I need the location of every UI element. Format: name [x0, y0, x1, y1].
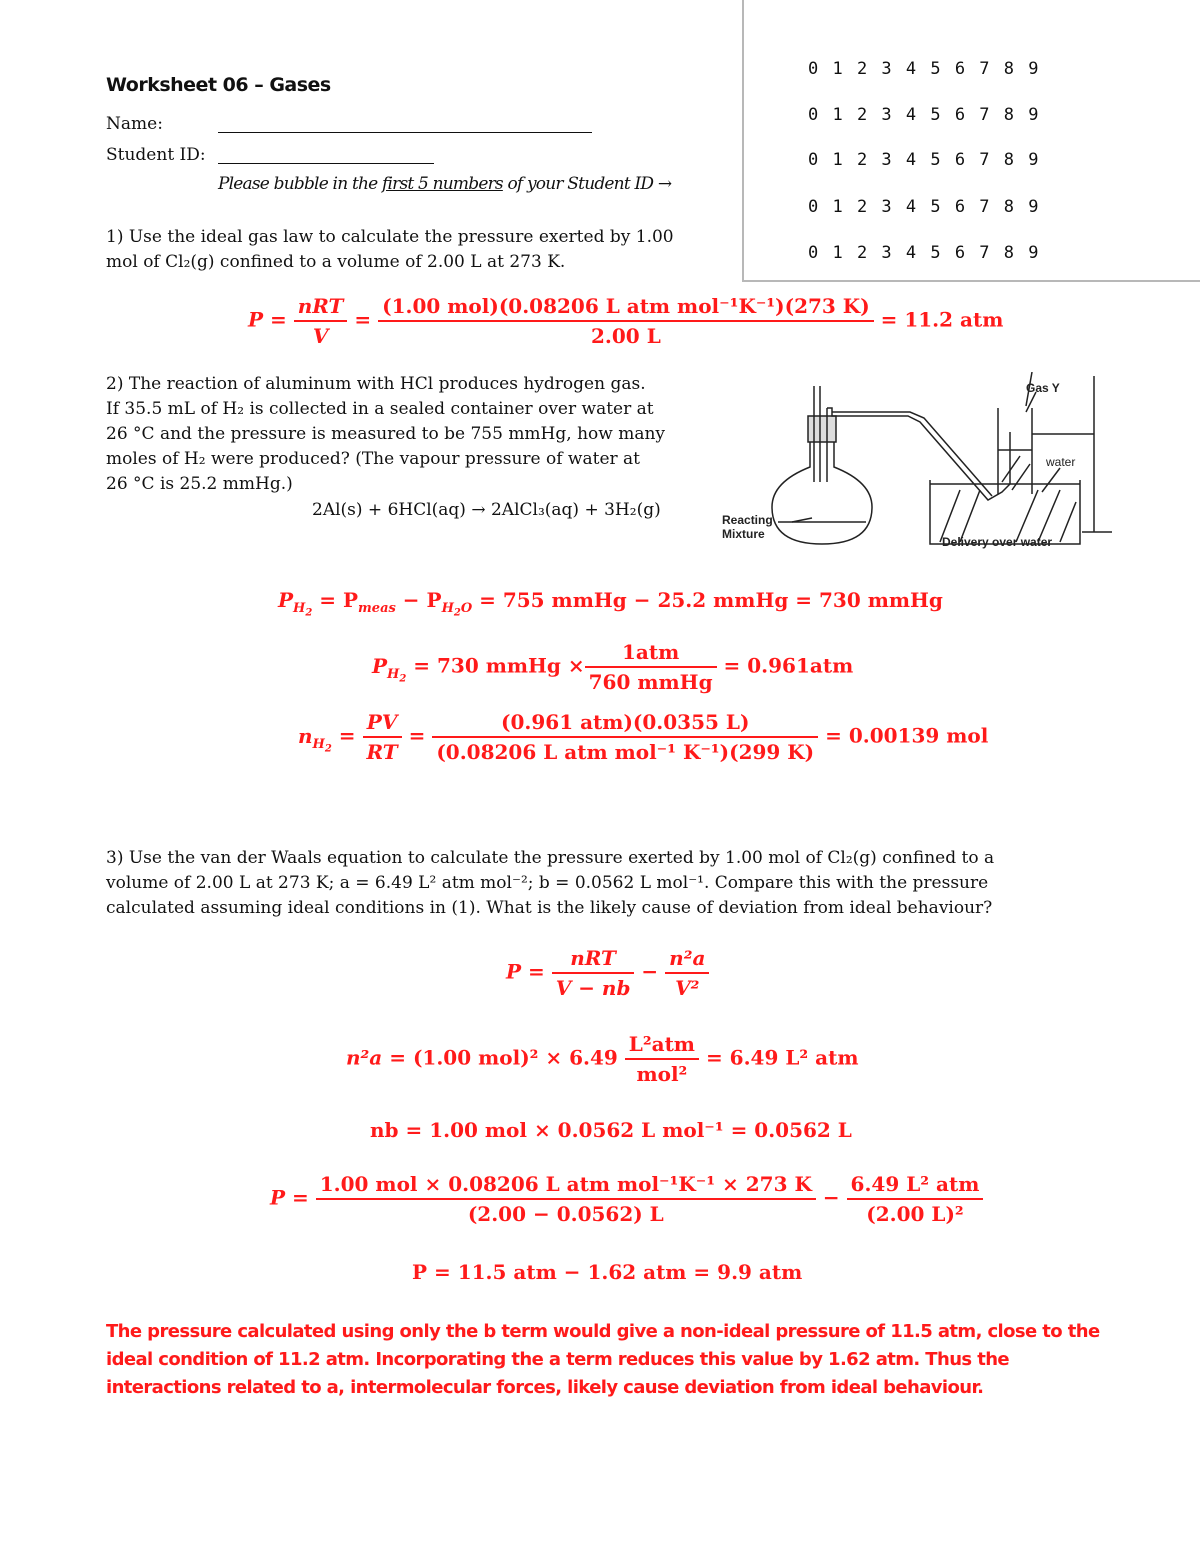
- bubble-row-2[interactable]: 0 1 2 3 4 5 6 7 8 9: [808, 105, 1041, 125]
- q3-final-pressure: P = 11.5 atm − 1.62 atm = 9.9 atm: [412, 1260, 803, 1284]
- figure-gas-y-label: Gas Y: [1026, 381, 1060, 395]
- student-id-bubble-box: [742, 0, 1200, 282]
- bubble-row-4[interactable]: 0 1 2 3 4 5 6 7 8 9: [808, 197, 1041, 217]
- q2-frac-pv-rt: $\frac{PV}{RT}$: [363, 710, 402, 764]
- q3-vdw-frac-2: $\frac{\text{n²a}}{\text{V²}}$: [665, 946, 709, 1000]
- q3-n2a-units: $\frac{\text{L²atm}}{\text{mol²}}$: [625, 1032, 699, 1086]
- bubble-instruction-underlined: first 5 numbers: [382, 174, 503, 194]
- q2-answer-step-1: $P_{H_2} = P_{meas} - P_{H_2O} = 755$ mmHg − 25.2 mmHg = 730 mmHg: [278, 588, 943, 619]
- q1-answer: P = $\frac{\text{nRT}}{V}$ = $\frac{\text{(1.00 mol)(0.08206 L atm mol⁻¹K⁻¹)(273 K)}}{2.00 L}$ = 11.2 atm: [248, 294, 1004, 348]
- student-id-field[interactable]: [218, 163, 434, 164]
- figure-caption: Delivery over water: [942, 535, 1053, 549]
- q3-vdw-equation: P = $\frac{\text{nRT}}{V - nb}$ − $\frac{\text{n²a}}{\text{V²}}$: [506, 946, 709, 1000]
- q2-line-1: 2) The reaction of aluminum with HCl produces hydrogen gas.: [106, 374, 646, 394]
- q1-result: = 11.2 atm: [880, 307, 1004, 332]
- bubble-instruction-pre: Please bubble in the: [218, 174, 382, 194]
- q2-answer-step-3: $n_{H_2}$ = $\frac{PV}{RT}$ = $\frac{\text{(0.961 atm)(0.0355 L)}}{\text{(0.08206 L atm mol⁻¹ K⁻¹)(299 K)}}$ = 0.00139 mol: [298, 710, 989, 764]
- q2-conversion-fraction: $\frac{\text{1atm}}{\text{760 mmHg}}$: [585, 640, 717, 694]
- figure-water-label: water: [1046, 455, 1076, 469]
- q2-reaction: 2Al(s) + 6HCl(aq) → 2AlCl₃(aq) + 3H₂(g): [312, 500, 661, 520]
- bubble-row-1[interactable]: 0 1 2 3 4 5 6 7 8 9: [808, 59, 1041, 79]
- student-id-label: Student ID:: [106, 145, 206, 165]
- q1-lhs: P: [248, 307, 264, 332]
- q1-line-1: 1) Use the ideal gas law to calculate the pressure exerted by 1.00: [106, 227, 674, 247]
- q1-frac-values: $\frac{\text{(1.00 mol)(0.08206 L atm mol⁻¹K⁻¹)(273 K)}}{2.00 L}$: [378, 294, 874, 348]
- q1-line-2: mol of Cl₂(g) confined to a volume of 2.00 L at 273 K.: [106, 252, 566, 272]
- worksheet-title: Worksheet 06 – Gases: [106, 74, 331, 96]
- q3-nb-calc: nb = 1.00 mol × 0.0562 L mol⁻¹ = 0.0562 L: [370, 1118, 852, 1142]
- bubble-instruction: [218, 174, 671, 194]
- figure-mixture-label: Mixture: [722, 527, 765, 541]
- bubble-row-3[interactable]: 0 1 2 3 4 5 6 7 8 9: [808, 150, 1041, 170]
- q3-pressure-frac-1: $\frac{\text{1.00 mol × 0.08206 L atm mol⁻¹K⁻¹ × 273 K}}{(2.00 - 0.0562) L}$: [316, 1172, 816, 1226]
- gas-collection-apparatus-figure: [720, 372, 1120, 552]
- figure-reacting-label: Reacting: [722, 513, 773, 527]
- name-field[interactable]: [218, 132, 592, 133]
- bubble-row-5[interactable]: 0 1 2 3 4 5 6 7 8 9: [808, 243, 1041, 263]
- q3-line-3: calculated assuming ideal conditions in (1). What is the likely cause of deviation from ideal behaviour?: [106, 898, 993, 918]
- name-label: Name:: [106, 114, 163, 134]
- q3-line-2: volume of 2.00 L at 273 K; a = 6.49 L² atm mol⁻²; b = 0.0562 L mol⁻¹. Compare this with the pressure: [106, 873, 989, 893]
- q3-line-1: 3) Use the van der Waals equation to calculate the pressure exerted by 1.00 mol of Cl₂(g) confined to a: [106, 848, 995, 868]
- q2-line-5: 26 °C is 25.2 mmHg.): [106, 474, 293, 494]
- q2-line-3: 26 °C and the pressure is measured to be 755 mmHg, how many: [106, 424, 666, 444]
- q3-pressure-calc: P = $\frac{\text{1.00 mol × 0.08206 L atm mol⁻¹K⁻¹ × 273 K}}{(2.00 - 0.0562) L}$ − $\frac{\text{6.49 L² atm}}{\text{(2.00 L)²}}$: [270, 1172, 983, 1226]
- q1-frac-ideal: $\frac{\text{nRT}}{V}$: [294, 294, 348, 348]
- q2-frac-values: $\frac{\text{(0.961 atm)(0.0355 L)}}{\text{(0.08206 L atm mol⁻¹ K⁻¹)(299 K)}}$: [432, 710, 818, 764]
- q3-conclusion: The pressure calculated using only the b term would give a non-ideal pressure of 11.5 atm, close to the ideal condition of 11.2 atm. Incorporating the a term reduces this value by 1.62 atm. Thus the interactions related to a, intermolecular forces, likely cause deviation from ideal behaviour.: [106, 1321, 1100, 1398]
- q3-pressure-frac-2: $\frac{\text{6.49 L² atm}}{\text{(2.00 L)²}}$: [847, 1172, 984, 1226]
- q2-answer-step-2: $P_{H_2} = 730$ mmHg × $\frac{\text{1atm}}{\text{760 mmHg}}$ = 0.961atm: [372, 640, 854, 694]
- q3-n2a-calc: n²a = (1.00 mol)² × 6.49 $\frac{\text{L²atm}}{\text{mol²}}$ = 6.49 L² atm: [346, 1032, 859, 1086]
- q3-vdw-frac-1: $\frac{\text{nRT}}{V - nb}$: [552, 946, 635, 1000]
- bubble-instruction-post: of your Student ID →: [502, 174, 672, 194]
- q2-line-2: If 35.5 mL of H₂ is collected in a sealed container over water at: [106, 399, 654, 419]
- q2-line-4: moles of H₂ were produced? (The vapour pressure of water at: [106, 449, 640, 469]
